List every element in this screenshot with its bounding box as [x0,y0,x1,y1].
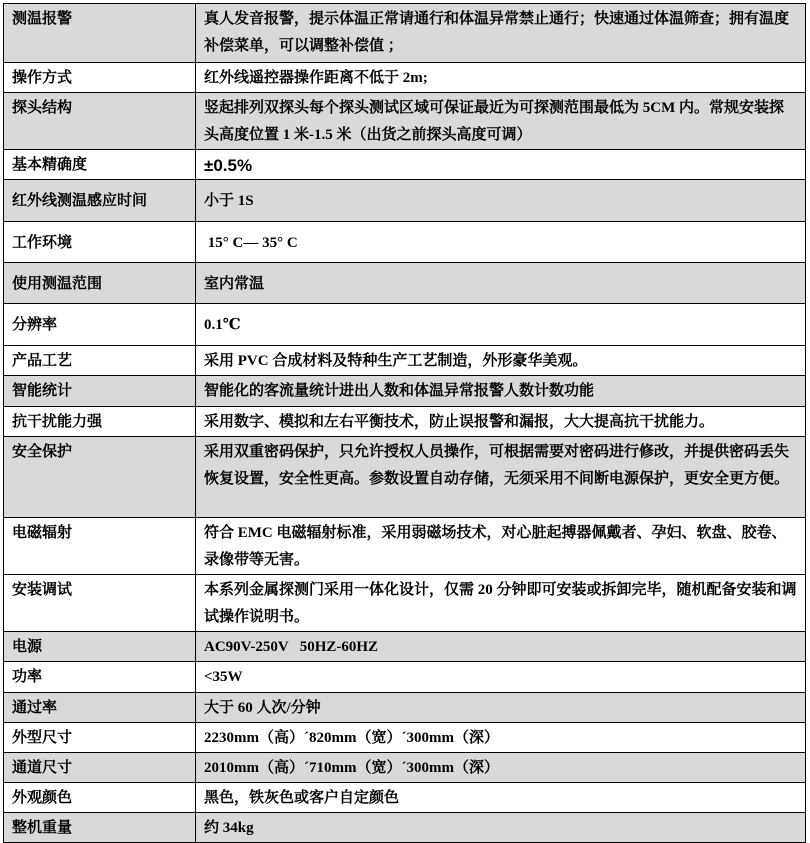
spec-label: 抗干扰能力强 [4,407,196,437]
table-row [4,63,806,93]
table-row [4,376,806,407]
table-row [4,783,806,813]
spec-value: 竖起排列双探头每个探头测试区域可保证最近为可探测范围最低为 5CM 内。常规安装探头高度位置 1 米-1.5 米（出货之前探头高度可调） [196,93,806,150]
table-row [4,753,806,783]
table-row [4,150,806,180]
spec-value: 室内常温 [196,263,806,304]
spec-label: 安装调试 [4,575,196,632]
spec-value: 2010mm（高）´710mm（宽）´300mm（深） [196,753,806,783]
spec-value: ±0.5% [196,150,806,180]
table-row [4,723,806,753]
spec-value: 2230mm（高）´820mm（宽）´300mm（深） [196,723,806,753]
spec-value: 采用数字、模拟和左右平衡技术，防止误报警和漏报，大大提高抗干扰能力。 [196,407,806,437]
spec-label: 整机重量 [4,813,196,843]
table-row [4,346,806,376]
spec-value: 真人发音报警，提示体温正常请通行和体温异常禁止通行；快速通过体温筛查；拥有温度补偿菜单，可以调整补偿值 ； [196,4,806,63]
spec-value: 符合 EMC 电磁辐射标准，采用弱磁场技术，对心脏起搏器佩戴者、孕妇、软盘、胶卷、录像带等无害。 [196,518,806,575]
spec-label: 产品工艺 [4,346,196,376]
spec-label: 操作方式 [4,63,196,93]
spec-label: 测温报警 [4,4,196,63]
spec-label: 安全保护 [4,437,196,518]
spec-label: 基本精确度 [4,150,196,180]
spec-value: 小于 1S [196,180,806,222]
table-row [4,693,806,723]
spec-label: 使用测温范围 [4,263,196,304]
spec-label: 外型尺寸 [4,723,196,753]
spec-label: 探头结构 [4,93,196,150]
table-row [4,93,806,150]
table-row [4,575,806,632]
spec-value: AC90V-250V 50HZ-60HZ [196,632,806,662]
table-row [4,518,806,575]
table-row [4,632,806,662]
spec-label: 红外线测温感应时间 [4,180,196,222]
table-row [4,813,806,843]
spec-label: 通过率 [4,693,196,723]
spec-label: 外观颜色 [4,783,196,813]
spec-table [3,3,806,843]
spec-label: 通道尺寸 [4,753,196,783]
spec-label: 电源 [4,632,196,662]
spec-value: 约 34kg [196,813,806,843]
table-row [4,662,806,693]
table-row [4,304,806,346]
table-row [4,437,806,518]
spec-label: 功率 [4,662,196,693]
spec-value: 本系列金属探测门采用一体化设计，仅需 20 分钟即可安装或拆卸完毕，随机配备安装和调试操作说明书。 [196,575,806,632]
table-row [4,263,806,304]
table-row [4,4,806,63]
spec-label: 分辨率 [4,304,196,346]
spec-value: 黑色，铁灰色或客户自定颜色 [196,783,806,813]
spec-label: 电磁辐射 [4,518,196,575]
spec-value: 0.1℃ [196,304,806,346]
table-row [4,407,806,437]
spec-value: <35W [196,662,806,693]
table-row [4,180,806,222]
spec-value: 采用 PVC 合成材料及特种生产工艺制造，外形豪华美观。 [196,346,806,376]
spec-value: 智能化的客流量统计进出人数和体温异常报警人数计数功能 [196,376,806,407]
spec-value: 红外线遥控器操作距离不低于 2m; [196,63,806,93]
table-row [4,222,806,263]
spec-value: 大于 60 人次/分钟 [196,693,806,723]
spec-value: 采用双重密码保护，只允许授权人员操作，可根据需要对密码进行修改，并提供密码丢失恢复设置，安全性更高。参数设置自动存储，无须采用不间断电源保护，更安全更方便。 [196,437,806,518]
spec-label: 智能统计 [4,376,196,407]
spec-label: 工作环境 [4,222,196,263]
spec-value: 15° C— 35° C [196,222,806,263]
